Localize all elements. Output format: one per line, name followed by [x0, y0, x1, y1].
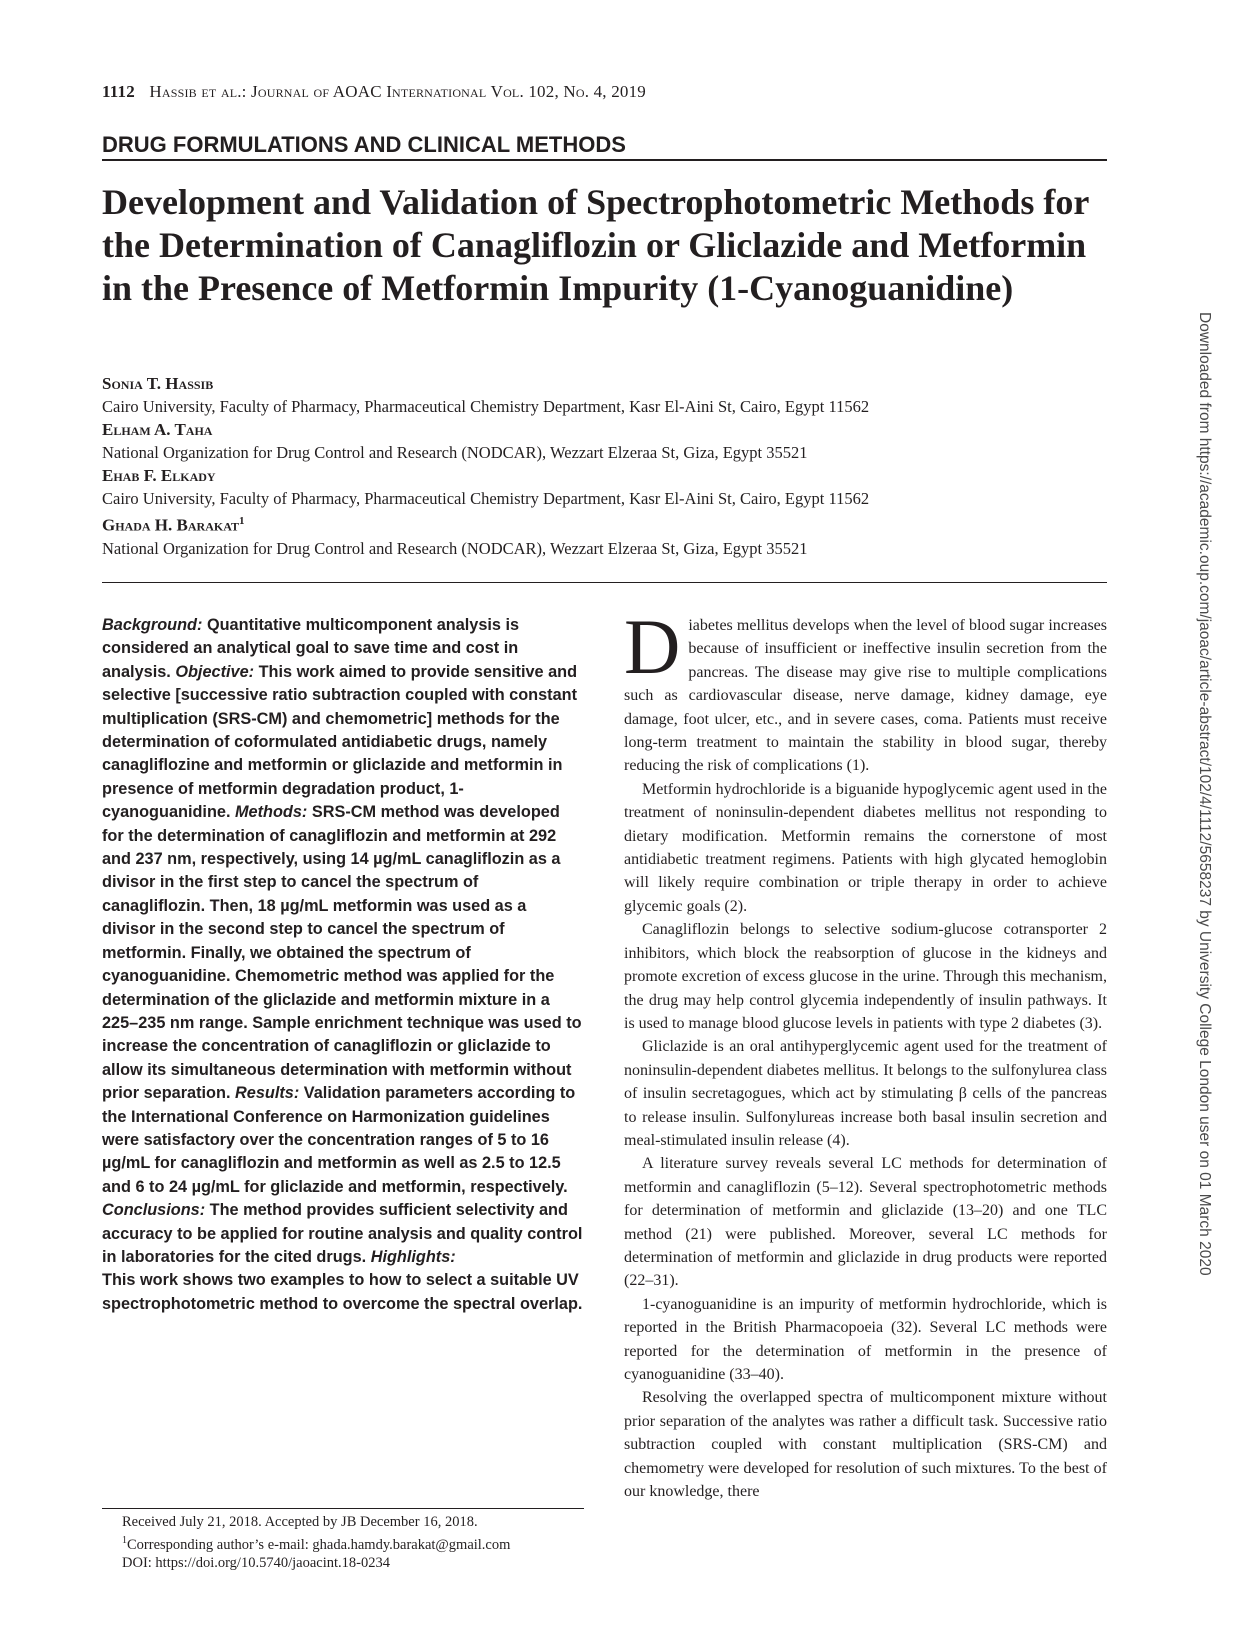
body-paragraph: Resolving the overlapped spectra of multicomponent mixture without prior separation of the analytes was rather a difficult task. Successive ratio subtraction coupled with constant multiplication (SRS-CM) and chemometry were developed for resolution of such mixtures. To the best of our knowledge, there [624, 1389, 1107, 1501]
running-head-text: Hassib et al.: Journal of AOAC International Vol. 102, No. 4, 2019 [149, 82, 647, 101]
author-affiliation: National Organization for Drug Control and Research (NODCAR), Wezzart Elzeraa St, Giza, Egypt 35521 [102, 538, 808, 558]
section-label [102, 131, 1107, 161]
abstract-results: Validation parameters according to the International Conference on Harmonization guidelines were satisfactory over the concentration ranges of 5 to 16 µg/mL for canagliflozin and metformin as well as 2.5 to 12.5 and 6 to 24 µg/mL for gliclazide and metformin, respectively. [102, 1084, 576, 1196]
footnote-divider [102, 1508, 584, 1509]
body-paragraph: Metformin hydrochloride is a biguanide hypoglycemic agent used in the treatment of noninsulin-dependent diabetes mellitus not responding to dietary modification. Metformin remains the cornerstone of most antidiabetic treatment regimens. Patients with high glycated hemoglobin will likely require combination or triple therapy in order to achieve glycemic goals (2). [624, 780, 1107, 915]
abstract-label-methods: Methods: [235, 803, 308, 822]
abstract-conclusions: The method provides sufficient selectivity and accuracy to be applied for routine analysis and quality control in laboratories for the cited drugs. [102, 1201, 583, 1266]
footnote-corresponding: $^1$Corresponding author’s e-mail: ghada.hamdy.barakat@gmail.com [122, 1534, 511, 1553]
body-paragraph: Diabetes mellitus develops when the level of blood sugar increases because of insufficient or ineffective insulin secretion from the pancreas. The disease may give rise to multiple complications such as cardiovascular disease, nerve damage, kidney damage, eye damage, foot ulcer, etc., and in severe cases, coma. Patients must receive long-term treatment to maintain the stability in blood sugar, thereby reducing the risk of complications (1). [624, 603, 1107, 775]
abstract-label-objective: Objective: [175, 662, 255, 681]
abstract-objective: This work aimed to provide sensitive and selective [successive ratio subtraction coupled with constant multiplication (SRS-CM) and chemometric] methods for the determination of coformulated antidiabetic drugs, namely canagliflozine and metformin or gliclazide and metformin in presence of metformin degradation product, 1-cyanoguanidine. [102, 662, 578, 822]
author-affiliation: Cairo University, Faculty of Pharmacy, Pharmaceutical Chemistry Department, Kasr El-Aini St, Cairo, Egypt 11562 [102, 397, 870, 416]
author-list [102, 372, 1112, 560]
body-paragraph: Gliclazide is an oral antihyperglycemic agent used for the treatment of noninsulin-dependent diabetes mellitus. It belongs to the sulfonylurea class of insulin secretagogues, which act by stimulating β cells of the pancreas to release insulin. Sulfonylureas increase both basal insulin secretion and meal-stimulated insulin release (4). [624, 1038, 1107, 1149]
abstract [102, 614, 584, 1316]
section-label-text: DRUG FORMULATIONS AND CLINICAL METHODS [102, 131, 626, 161]
page-number: 1112 [102, 82, 135, 101]
footnote-received: Received July 21, 2018. Accepted by JB December 16, 2018. [122, 1514, 478, 1530]
author-affiliation: Cairo University, Faculty of Pharmacy, Pharmaceutical Chemistry Department, Kasr El-Aini St, Cairo, Egypt 11562 [102, 489, 870, 508]
drop-cap: D [624, 603, 681, 690]
author-affiliation: National Organization for Drug Control and Research (NODCAR), Wezzart Elzeraa St, Giza, Egypt 35521 [102, 443, 808, 462]
header-divider [102, 582, 1107, 583]
body-paragraph: A literature survey reveals several LC methods for determination of metformin and canagliflozin (5–12). Several spectrophotometric methods for determination of metformin and gliclazide (13–20) and one TLC method (21) were published. Moreover, several LC methods for determination of metformin and gliclazide in drug products were reported (22–31). [624, 1155, 1107, 1290]
author-superscript: 1 [238, 515, 245, 527]
abstract-label-results: Results: [235, 1084, 300, 1103]
footnote [122, 1513, 592, 1572]
abstract-label-conclusions: Conclusions: [102, 1201, 206, 1220]
body-paragraph: 1-cyanoguanidine is an impurity of metformin hydrochloride, which is reported in the British Pharmacopoeia (32). Several LC methods were reported for the determination of metformin in the presence of cyanoguanidine (33–40). [624, 1295, 1107, 1383]
abstract-highlights: This work shows two examples to how to select a suitable UV spectrophotometric method to overcome the spectral overlap. [102, 1271, 583, 1313]
abstract-methods: SRS-CM method was developed for the determination of canagliflozin and metformin at 292 and 237 nm, respectively, using 14 µg/mL canagliflozin as a divisor in the first step to cancel the spectrum of canagliflozin. Then, 18 µg/mL metformin was used as a divisor in the second step to cancel the spectrum of metformin. Finally, we obtained the spectrum of cyanoguanidine. Chemometric method was applied for the determination of the gliclazide and metformin mixture in a 225–235 nm range. Sample enrichment technique was used to increase the concentration of canagliflozin or gliclazide to allow its simultaneous determination with metformin without prior separation. [102, 803, 582, 1103]
running-head [102, 82, 646, 102]
author-name: Elham A. Taha [102, 420, 213, 439]
author-name: Ghada H. Barakat$^1$ [102, 515, 245, 535]
author-name: Ehab F. Elkady [102, 466, 216, 485]
body-paragraph: Canagliflozin belongs to selective sodium-glucose cotransporter 2 inhibitors, which block the reabsorption of glucose in the kidneys and promote excretion of excess glucose in the urine. Through this mechanism, the drug may help control glycemia independently of insulin pathways. It is used to manage blood glucose levels in patients with type 2 diabetes (3). [624, 921, 1107, 1032]
abstract-label-highlights: Highlights: [370, 1247, 456, 1266]
article-title: Development and Validation of Spectrophotometric Methods for the Determination of Canagliflozin or Gliclazide and Metformin in the Presence of Metformin Impurity (1-Cyanoguanidine) [102, 182, 1089, 308]
abstract-label-background: Background: [102, 616, 203, 634]
footnote-doi: DOI: https://doi.org/10.5740/jaoacint.18-0234 [122, 1554, 390, 1571]
download-sidebar: Downloaded from https://academic.oup.com/jaoac/article-abstract/102/4/1112/5658237 by University College London user on 01 March 2020 [1196, 312, 1213, 1276]
abstract-background: Quantitative multicomponent analysis is considered an analytical goal to save time and cost in analysis. [102, 616, 520, 681]
author-name: Sonia T. Hassib [102, 374, 214, 393]
body-text [624, 603, 1107, 1503]
